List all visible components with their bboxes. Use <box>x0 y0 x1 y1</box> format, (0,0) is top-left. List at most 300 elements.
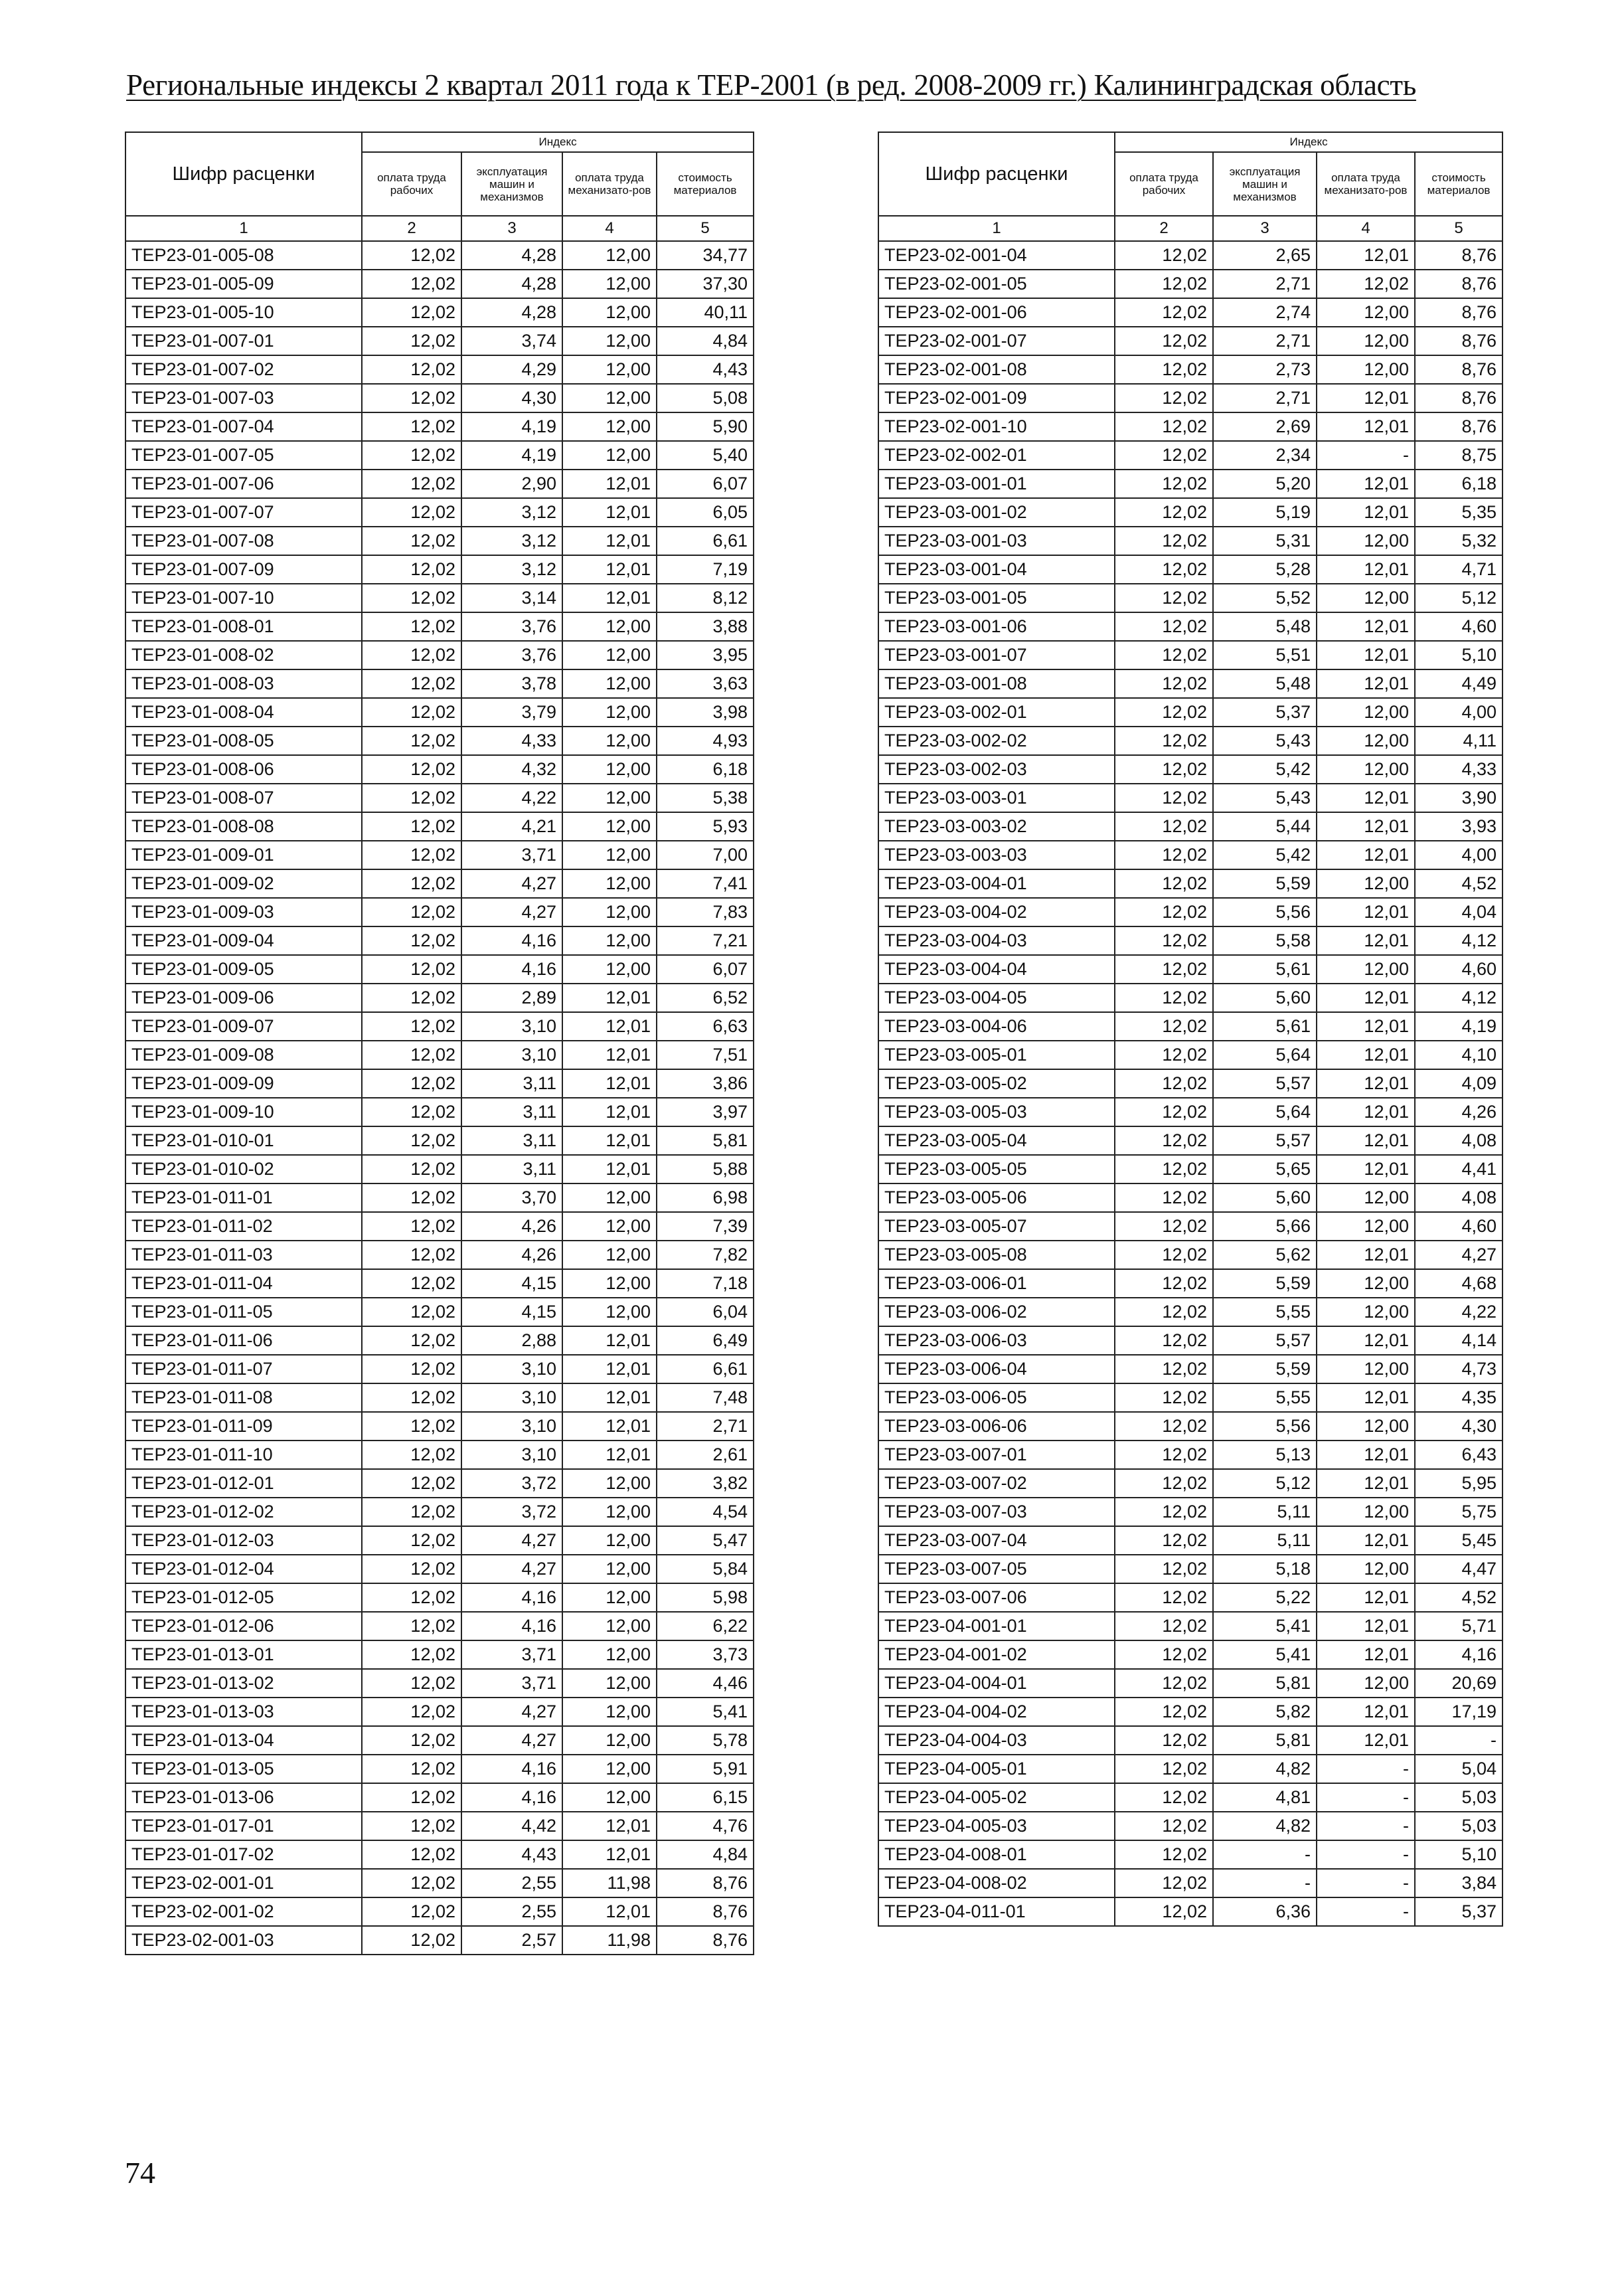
materials-index-cell: 4,16 <box>1415 1640 1502 1669</box>
labor-index-cell: 12,02 <box>362 1098 461 1126</box>
labor-index-cell: 12,02 <box>362 441 461 470</box>
rate-code-cell: ТЕР23-03-001-02 <box>878 498 1115 527</box>
rate-code-cell: ТЕР23-02-001-01 <box>125 1869 362 1897</box>
machines-index-cell: 3,76 <box>461 641 562 669</box>
labor-index-cell: 12,02 <box>1115 1155 1213 1183</box>
materials-index-cell: 6,07 <box>657 470 754 498</box>
header-machines: эксплуатация машин и механизмов <box>1213 152 1317 216</box>
machines-index-cell: 2,71 <box>1213 327 1317 355</box>
operators-index-cell: 12,00 <box>1317 1212 1415 1241</box>
operators-index-cell: 12,00 <box>562 1298 657 1326</box>
materials-index-cell: 4,84 <box>657 1840 754 1869</box>
labor-index-cell: 12,02 <box>1115 755 1213 784</box>
labor-index-cell: 12,02 <box>1115 641 1213 669</box>
column-number: 2 <box>1115 216 1213 241</box>
materials-index-cell: 3,93 <box>1415 812 1502 841</box>
machines-index-cell: 4,16 <box>461 955 562 984</box>
machines-index-cell: 4,15 <box>461 1269 562 1298</box>
machines-index-cell: 4,32 <box>461 755 562 784</box>
operators-index-cell: 12,00 <box>562 1269 657 1298</box>
materials-index-cell: 7,48 <box>657 1383 754 1412</box>
machines-index-cell: 4,19 <box>461 441 562 470</box>
operators-index-cell: - <box>1317 1840 1415 1869</box>
rate-code-cell: ТЕР23-01-009-08 <box>125 1041 362 1069</box>
materials-index-cell: 34,77 <box>657 241 754 270</box>
table-row <box>125 584 754 612</box>
materials-index-cell: 2,71 <box>657 1412 754 1441</box>
table-row <box>878 384 1502 412</box>
rate-code-cell: ТЕР23-03-001-08 <box>878 669 1115 698</box>
materials-index-cell: 5,04 <box>1415 1755 1502 1783</box>
labor-index-cell: 12,02 <box>1115 1526 1213 1555</box>
operators-index-cell: 12,00 <box>562 1698 657 1726</box>
rate-code-cell: ТЕР23-03-007-03 <box>878 1498 1115 1526</box>
machines-index-cell: 5,48 <box>1213 669 1317 698</box>
machines-index-cell: 5,59 <box>1213 869 1317 898</box>
materials-index-cell: 4,35 <box>1415 1383 1502 1412</box>
machines-index-cell: 3,71 <box>461 1640 562 1669</box>
materials-index-cell: 5,75 <box>1415 1498 1502 1526</box>
table-row <box>878 1840 1502 1869</box>
machines-index-cell: 5,41 <box>1213 1640 1317 1669</box>
labor-index-cell: 12,02 <box>362 1640 461 1669</box>
labor-index-cell: 12,02 <box>1115 1069 1213 1098</box>
materials-index-cell: 4,60 <box>1415 1212 1502 1241</box>
labor-index-cell: 12,02 <box>1115 527 1213 555</box>
labor-index-cell: 12,02 <box>362 1840 461 1869</box>
operators-index-cell: 12,01 <box>1317 1469 1415 1498</box>
machines-index-cell: 4,22 <box>461 784 562 812</box>
operators-index-cell: 12,01 <box>1317 1012 1415 1041</box>
machines-index-cell: 2,69 <box>1213 412 1317 441</box>
header-operators: оплата труда механизато-ров <box>562 152 657 216</box>
materials-index-cell: 6,49 <box>657 1326 754 1355</box>
machines-index-cell: 3,10 <box>461 1355 562 1383</box>
machines-index-cell: 4,27 <box>461 1698 562 1726</box>
machines-index-cell: 5,42 <box>1213 841 1317 869</box>
materials-index-cell: 4,19 <box>1415 1012 1502 1041</box>
materials-index-cell: 8,75 <box>1415 441 1502 470</box>
materials-index-cell: 4,84 <box>657 327 754 355</box>
rate-code-cell: ТЕР23-04-005-03 <box>878 1812 1115 1840</box>
header-labor: оплата труда рабочих <box>1115 152 1213 216</box>
operators-index-cell: 12,01 <box>562 1897 657 1926</box>
materials-index-cell: 6,05 <box>657 498 754 527</box>
operators-index-cell: 12,01 <box>1317 841 1415 869</box>
machines-index-cell: 3,12 <box>461 527 562 555</box>
materials-index-cell: 5,71 <box>1415 1612 1502 1640</box>
rate-code-cell: ТЕР23-01-009-06 <box>125 984 362 1012</box>
machines-index-cell: 5,64 <box>1213 1041 1317 1069</box>
rate-code-cell: ТЕР23-02-001-09 <box>878 384 1115 412</box>
rate-code-cell: ТЕР23-03-005-07 <box>878 1212 1115 1241</box>
machines-index-cell: 5,51 <box>1213 641 1317 669</box>
materials-index-cell: 8,76 <box>1415 384 1502 412</box>
rate-code-cell: ТЕР23-01-012-04 <box>125 1555 362 1583</box>
operators-index-cell: 12,01 <box>562 1441 657 1469</box>
labor-index-cell: 12,02 <box>1115 727 1213 755</box>
machines-index-cell: 5,56 <box>1213 1412 1317 1441</box>
rate-code-cell: ТЕР23-01-011-08 <box>125 1383 362 1412</box>
operators-index-cell: 12,00 <box>562 355 657 384</box>
materials-index-cell: 4,27 <box>1415 1241 1502 1269</box>
table-row <box>125 1897 754 1926</box>
operators-index-cell: 12,00 <box>562 1640 657 1669</box>
labor-index-cell: 12,02 <box>1115 1869 1213 1897</box>
materials-index-cell: 4,14 <box>1415 1326 1502 1355</box>
labor-index-cell: 12,02 <box>1115 1897 1213 1926</box>
materials-index-cell: 5,41 <box>657 1698 754 1726</box>
rate-code-cell: ТЕР23-01-013-01 <box>125 1640 362 1669</box>
operators-index-cell: 12,00 <box>562 241 657 270</box>
labor-index-cell: 12,02 <box>1115 926 1213 955</box>
operators-index-cell: 12,00 <box>562 1498 657 1526</box>
table-row <box>878 498 1502 527</box>
machines-index-cell: 5,37 <box>1213 698 1317 727</box>
operators-index-cell: 12,00 <box>562 612 657 641</box>
materials-index-cell: 6,43 <box>1415 1441 1502 1469</box>
materials-index-cell: 4,43 <box>657 355 754 384</box>
table-row <box>125 1840 754 1869</box>
machines-index-cell: 4,16 <box>461 1783 562 1812</box>
table-row <box>878 1298 1502 1326</box>
rate-code-cell: ТЕР23-03-005-05 <box>878 1155 1115 1183</box>
rate-code-cell: ТЕР23-02-001-03 <box>125 1926 362 1955</box>
materials-index-cell: 5,35 <box>1415 498 1502 527</box>
operators-index-cell: 12,01 <box>1317 241 1415 270</box>
operators-index-cell: 12,01 <box>562 498 657 527</box>
operators-index-cell: 12,00 <box>1317 355 1415 384</box>
materials-index-cell: 4,41 <box>1415 1155 1502 1183</box>
table-row <box>878 1383 1502 1412</box>
table-row <box>878 869 1502 898</box>
column-number: 5 <box>1415 216 1502 241</box>
materials-index-cell: 4,08 <box>1415 1183 1502 1212</box>
operators-index-cell: 12,00 <box>562 412 657 441</box>
materials-index-cell: 5,78 <box>657 1726 754 1755</box>
rate-code-cell: ТЕР23-04-005-02 <box>878 1783 1115 1812</box>
table-row <box>878 270 1502 298</box>
materials-index-cell: 4,00 <box>1415 698 1502 727</box>
labor-index-cell: 12,02 <box>362 1269 461 1298</box>
labor-index-cell: 12,02 <box>1115 1755 1213 1783</box>
operators-index-cell: 12,01 <box>1317 784 1415 812</box>
materials-index-cell: 5,03 <box>1415 1783 1502 1812</box>
labor-index-cell: 12,02 <box>362 1698 461 1726</box>
rate-code-cell: ТЕР23-02-001-04 <box>878 241 1115 270</box>
rate-code-cell: ТЕР23-03-002-03 <box>878 755 1115 784</box>
operators-index-cell: 12,01 <box>1317 1069 1415 1098</box>
materials-index-cell: 8,76 <box>657 1926 754 1955</box>
rate-code-cell: ТЕР23-01-008-01 <box>125 612 362 641</box>
materials-index-cell: 5,10 <box>1415 641 1502 669</box>
table-row <box>878 1069 1502 1098</box>
rate-code-cell: ТЕР23-04-001-02 <box>878 1640 1115 1669</box>
machines-index-cell: 5,43 <box>1213 784 1317 812</box>
machines-index-cell: 5,59 <box>1213 1269 1317 1298</box>
labor-index-cell: 12,02 <box>1115 984 1213 1012</box>
machines-index-cell: 4,82 <box>1213 1812 1317 1840</box>
table-row <box>125 984 754 1012</box>
labor-index-cell: 12,02 <box>1115 555 1213 584</box>
materials-index-cell: 4,93 <box>657 727 754 755</box>
labor-index-cell: 12,02 <box>362 241 461 270</box>
machines-index-cell: 5,57 <box>1213 1069 1317 1098</box>
rate-code-cell: ТЕР23-03-004-06 <box>878 1012 1115 1041</box>
header-code: Шифр расценки <box>878 132 1115 216</box>
table-row <box>125 869 754 898</box>
rate-code-cell: ТЕР23-01-005-10 <box>125 298 362 327</box>
rate-code-cell: ТЕР23-01-008-04 <box>125 698 362 727</box>
table-row <box>878 1698 1502 1726</box>
operators-index-cell: 12,00 <box>562 784 657 812</box>
labor-index-cell: 12,02 <box>362 1726 461 1755</box>
materials-index-cell: 6,61 <box>657 527 754 555</box>
table-row <box>878 298 1502 327</box>
machines-index-cell: 6,36 <box>1213 1897 1317 1926</box>
operators-index-cell: 12,01 <box>1317 926 1415 955</box>
rate-code-cell: ТЕР23-03-007-05 <box>878 1555 1115 1583</box>
operators-index-cell: 12,00 <box>562 812 657 841</box>
operators-index-cell: 12,00 <box>562 327 657 355</box>
header-operators: оплата труда механизато-ров <box>1317 152 1415 216</box>
labor-index-cell: 12,02 <box>362 1041 461 1069</box>
labor-index-cell: 12,02 <box>362 1783 461 1812</box>
machines-index-cell: 3,14 <box>461 584 562 612</box>
table-row <box>125 1412 754 1441</box>
operators-index-cell: 12,00 <box>562 698 657 727</box>
materials-index-cell: 5,93 <box>657 812 754 841</box>
rate-code-cell: ТЕР23-01-012-01 <box>125 1469 362 1498</box>
materials-index-cell: 3,73 <box>657 1640 754 1669</box>
rate-code-cell: ТЕР23-03-006-01 <box>878 1269 1115 1298</box>
labor-index-cell: 12,02 <box>1115 298 1213 327</box>
machines-index-cell: 4,81 <box>1213 1783 1317 1812</box>
rate-code-cell: ТЕР23-01-012-05 <box>125 1583 362 1612</box>
table-row <box>878 1212 1502 1241</box>
index-table-right <box>878 131 1503 1927</box>
machines-index-cell: 5,61 <box>1213 955 1317 984</box>
materials-index-cell: 5,91 <box>657 1755 754 1783</box>
materials-index-cell: 5,40 <box>657 441 754 470</box>
table-row <box>125 641 754 669</box>
table-row <box>125 1612 754 1640</box>
operators-index-cell: 12,00 <box>562 1726 657 1755</box>
labor-index-cell: 12,02 <box>1115 470 1213 498</box>
labor-index-cell: 12,02 <box>1115 869 1213 898</box>
labor-index-cell: 12,02 <box>362 955 461 984</box>
materials-index-cell: 8,76 <box>657 1869 754 1897</box>
table-row <box>878 1640 1502 1669</box>
table-row <box>878 1555 1502 1583</box>
labor-index-cell: 12,02 <box>362 1469 461 1498</box>
table-row <box>878 1126 1502 1155</box>
labor-index-cell: 12,02 <box>1115 1698 1213 1726</box>
materials-index-cell: 6,18 <box>1415 470 1502 498</box>
table-row <box>125 355 754 384</box>
rate-code-cell: ТЕР23-02-001-06 <box>878 298 1115 327</box>
machines-index-cell: 2,88 <box>461 1326 562 1355</box>
operators-index-cell: 12,01 <box>562 1155 657 1183</box>
column-number: 2 <box>362 216 461 241</box>
labor-index-cell: 12,02 <box>1115 241 1213 270</box>
table-row <box>125 1126 754 1155</box>
machines-index-cell: 3,10 <box>461 1041 562 1069</box>
operators-index-cell: 12,01 <box>562 470 657 498</box>
machines-index-cell: 2,71 <box>1213 384 1317 412</box>
machines-index-cell: 5,64 <box>1213 1098 1317 1126</box>
machines-index-cell: 5,65 <box>1213 1155 1317 1183</box>
labor-index-cell: 12,02 <box>362 641 461 669</box>
rate-code-cell: ТЕР23-04-001-01 <box>878 1612 1115 1640</box>
materials-index-cell: 8,76 <box>1415 355 1502 384</box>
materials-index-cell: 7,19 <box>657 555 754 584</box>
header-index: Индекс <box>1115 132 1502 152</box>
labor-index-cell: 12,02 <box>362 1183 461 1212</box>
labor-index-cell: 12,02 <box>362 270 461 298</box>
rate-code-cell: ТЕР23-01-011-03 <box>125 1241 362 1269</box>
machines-index-cell: 4,27 <box>461 1726 562 1755</box>
machines-index-cell: 3,11 <box>461 1069 562 1098</box>
materials-index-cell: 7,83 <box>657 898 754 926</box>
table-row <box>125 698 754 727</box>
labor-index-cell: 12,02 <box>1115 1612 1213 1640</box>
table-row <box>125 298 754 327</box>
table-row <box>878 1183 1502 1212</box>
table-row <box>878 727 1502 755</box>
table-row <box>878 1098 1502 1126</box>
operators-index-cell: 12,01 <box>1317 384 1415 412</box>
materials-index-cell: 5,10 <box>1415 1840 1502 1869</box>
labor-index-cell: 12,02 <box>1115 1383 1213 1412</box>
rate-code-cell: ТЕР23-02-001-10 <box>878 412 1115 441</box>
labor-index-cell: 12,02 <box>362 584 461 612</box>
labor-index-cell: 12,02 <box>1115 1412 1213 1441</box>
machines-index-cell: 3,78 <box>461 669 562 698</box>
labor-index-cell: 12,02 <box>362 984 461 1012</box>
table-row <box>125 1555 754 1583</box>
operators-index-cell: 12,00 <box>1317 698 1415 727</box>
labor-index-cell: 12,02 <box>362 1583 461 1612</box>
labor-index-cell: 12,02 <box>362 784 461 812</box>
table-row <box>125 412 754 441</box>
operators-index-cell: 12,01 <box>562 527 657 555</box>
rate-code-cell: ТЕР23-01-013-04 <box>125 1726 362 1755</box>
rate-code-cell: ТЕР23-03-003-02 <box>878 812 1115 841</box>
table-row <box>878 441 1502 470</box>
rate-code-cell: ТЕР23-01-009-01 <box>125 841 362 869</box>
materials-index-cell: 3,95 <box>657 641 754 669</box>
operators-index-cell: 12,00 <box>562 727 657 755</box>
machines-index-cell: 5,12 <box>1213 1469 1317 1498</box>
rate-code-cell: ТЕР23-01-012-03 <box>125 1526 362 1555</box>
table-row <box>878 898 1502 926</box>
machines-index-cell: 3,71 <box>461 1669 562 1698</box>
operators-index-cell: 12,00 <box>562 1612 657 1640</box>
labor-index-cell: 12,02 <box>1115 784 1213 812</box>
labor-index-cell: 12,02 <box>362 1012 461 1041</box>
machines-index-cell: - <box>1213 1840 1317 1869</box>
rate-code-cell: ТЕР23-01-013-06 <box>125 1783 362 1812</box>
rate-code-cell: ТЕР23-01-008-05 <box>125 727 362 755</box>
rate-code-cell: ТЕР23-03-006-05 <box>878 1383 1115 1412</box>
table-row <box>125 784 754 812</box>
rate-code-cell: ТЕР23-01-007-01 <box>125 327 362 355</box>
operators-index-cell: 12,01 <box>1317 1640 1415 1669</box>
operators-index-cell: 12,01 <box>562 1355 657 1383</box>
materials-index-cell: - <box>1415 1726 1502 1755</box>
rate-code-cell: ТЕР23-01-011-06 <box>125 1326 362 1355</box>
machines-index-cell: 4,27 <box>461 869 562 898</box>
machines-index-cell: 5,57 <box>1213 1326 1317 1355</box>
labor-index-cell: 12,02 <box>362 1526 461 1555</box>
machines-index-cell: 2,71 <box>1213 270 1317 298</box>
rate-code-cell: ТЕР23-03-003-01 <box>878 784 1115 812</box>
machines-index-cell: 3,11 <box>461 1098 562 1126</box>
table-row <box>125 1269 754 1298</box>
operators-index-cell: 12,00 <box>1317 1298 1415 1326</box>
operators-index-cell: 12,01 <box>1317 1583 1415 1612</box>
materials-index-cell: 4,00 <box>1415 841 1502 869</box>
table-row <box>125 270 754 298</box>
operators-index-cell: 12,00 <box>1317 1669 1415 1698</box>
machines-index-cell: 3,72 <box>461 1469 562 1498</box>
table-body-right <box>878 241 1502 1926</box>
table-row <box>125 1012 754 1041</box>
operators-index-cell: 12,00 <box>562 1669 657 1698</box>
machines-index-cell: 5,20 <box>1213 470 1317 498</box>
machines-index-cell: 5,19 <box>1213 498 1317 527</box>
table-row <box>125 1583 754 1612</box>
rate-code-cell: ТЕР23-02-002-01 <box>878 441 1115 470</box>
rate-code-cell: ТЕР23-01-007-04 <box>125 412 362 441</box>
rate-code-cell: ТЕР23-01-009-05 <box>125 955 362 984</box>
operators-index-cell: 12,01 <box>562 555 657 584</box>
header-materials: стоимость материалов <box>657 152 754 216</box>
labor-index-cell: 12,02 <box>1115 1241 1213 1269</box>
machines-index-cell: 4,33 <box>461 727 562 755</box>
table-row <box>878 1526 1502 1555</box>
machines-index-cell: 5,43 <box>1213 727 1317 755</box>
rate-code-cell: ТЕР23-01-011-02 <box>125 1212 362 1241</box>
machines-index-cell: 5,60 <box>1213 1183 1317 1212</box>
materials-index-cell: 7,82 <box>657 1241 754 1269</box>
machines-index-cell: 3,12 <box>461 498 562 527</box>
labor-index-cell: 12,02 <box>362 1755 461 1783</box>
rate-code-cell: ТЕР23-01-017-02 <box>125 1840 362 1869</box>
table-row <box>125 898 754 926</box>
machines-index-cell: 3,76 <box>461 612 562 641</box>
rate-code-cell: ТЕР23-01-008-06 <box>125 755 362 784</box>
machines-index-cell: 2,55 <box>461 1869 562 1897</box>
labor-index-cell: 12,02 <box>362 755 461 784</box>
operators-index-cell: 12,01 <box>1317 1698 1415 1726</box>
table-row <box>125 755 754 784</box>
table-row <box>878 1498 1502 1526</box>
materials-index-cell: 6,52 <box>657 984 754 1012</box>
rate-code-cell: ТЕР23-03-001-06 <box>878 612 1115 641</box>
labor-index-cell: 12,02 <box>1115 1583 1213 1612</box>
materials-index-cell: 3,84 <box>1415 1869 1502 1897</box>
machines-index-cell: 4,27 <box>461 1555 562 1583</box>
rate-code-cell: ТЕР23-03-006-04 <box>878 1355 1115 1383</box>
operators-index-cell: 12,01 <box>1317 612 1415 641</box>
rate-code-cell: ТЕР23-01-009-03 <box>125 898 362 926</box>
materials-index-cell: 3,63 <box>657 669 754 698</box>
table-row <box>878 812 1502 841</box>
materials-index-cell: 20,69 <box>1415 1669 1502 1698</box>
table-row <box>878 1041 1502 1069</box>
